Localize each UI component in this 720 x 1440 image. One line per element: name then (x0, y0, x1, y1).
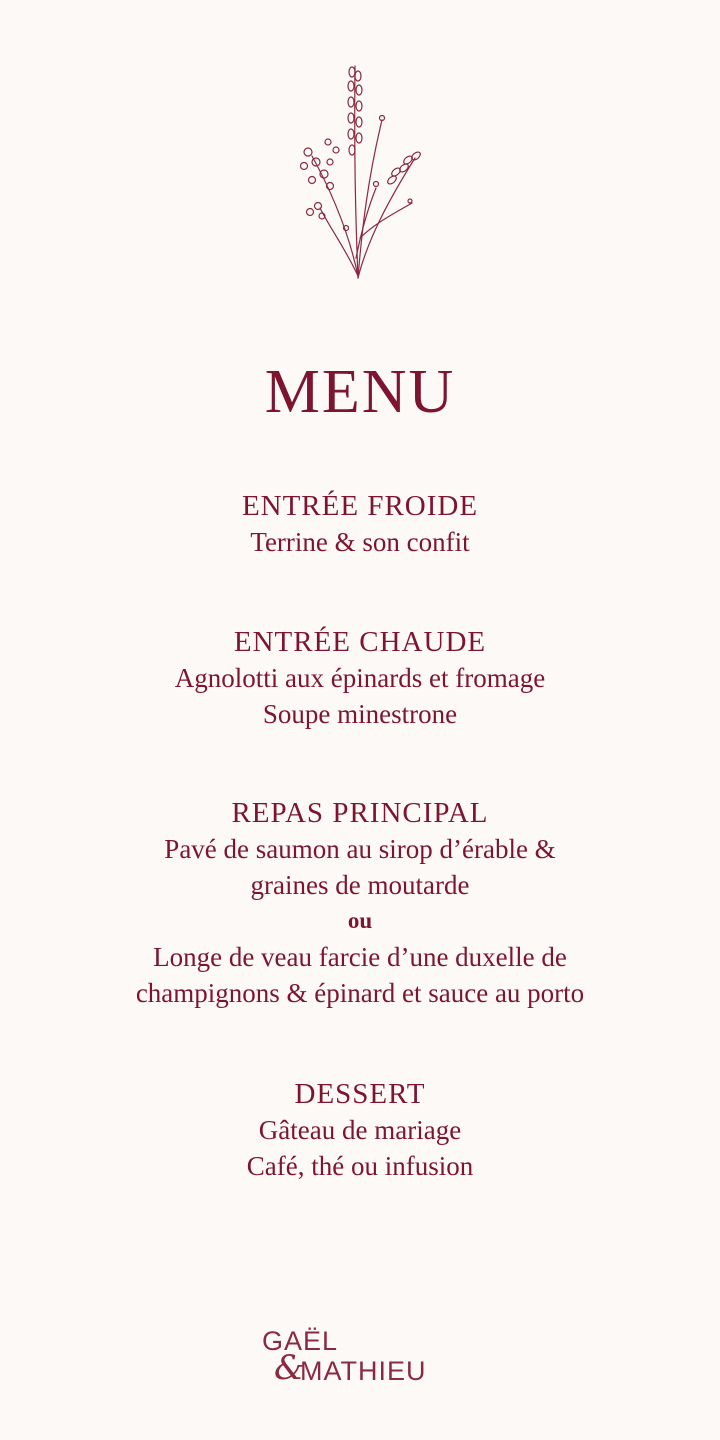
monogram-second-name: MATHIEU (300, 1356, 427, 1386)
dish-item: Longe de veau farcie d’une duxelle de (153, 942, 567, 972)
course-section-entree-froide (0, 488, 720, 560)
dish-item: Café, thé ou infusion (246, 1151, 474, 1181)
dish-separator: ou (347, 908, 373, 933)
course-title: ENTRÉE FROIDE (241, 490, 479, 522)
dish-item: Terrine & son confit (250, 527, 470, 557)
dish-item: graines de moutarde (250, 870, 470, 900)
dish-item: Gâteau de mariage (258, 1115, 462, 1145)
monogram-first-name: GAËL (262, 1326, 339, 1356)
dish-item: Pavé de saumon au sirop d’érable & (164, 834, 556, 864)
monogram-ampersand: & (274, 1348, 305, 1388)
dish-item: Agnolotti aux épinards et fromage (174, 663, 546, 693)
course-title: DESSERT (294, 1078, 426, 1110)
couple-monogram (258, 1326, 468, 1396)
menu-title: MENU (264, 358, 456, 426)
course-title: REPAS PRINCIPAL (231, 797, 489, 829)
dish-item: champignons & épinard et sauce au porto (135, 978, 585, 1008)
course-section-entree-chaude (0, 624, 720, 732)
course-section-dessert (0, 1076, 720, 1184)
course-section-repas-principal (0, 795, 720, 1011)
dish-item: Soupe minestrone (262, 699, 458, 729)
lavender-sprig-icon (290, 58, 430, 283)
course-title: ENTRÉE CHAUDE (233, 626, 487, 658)
